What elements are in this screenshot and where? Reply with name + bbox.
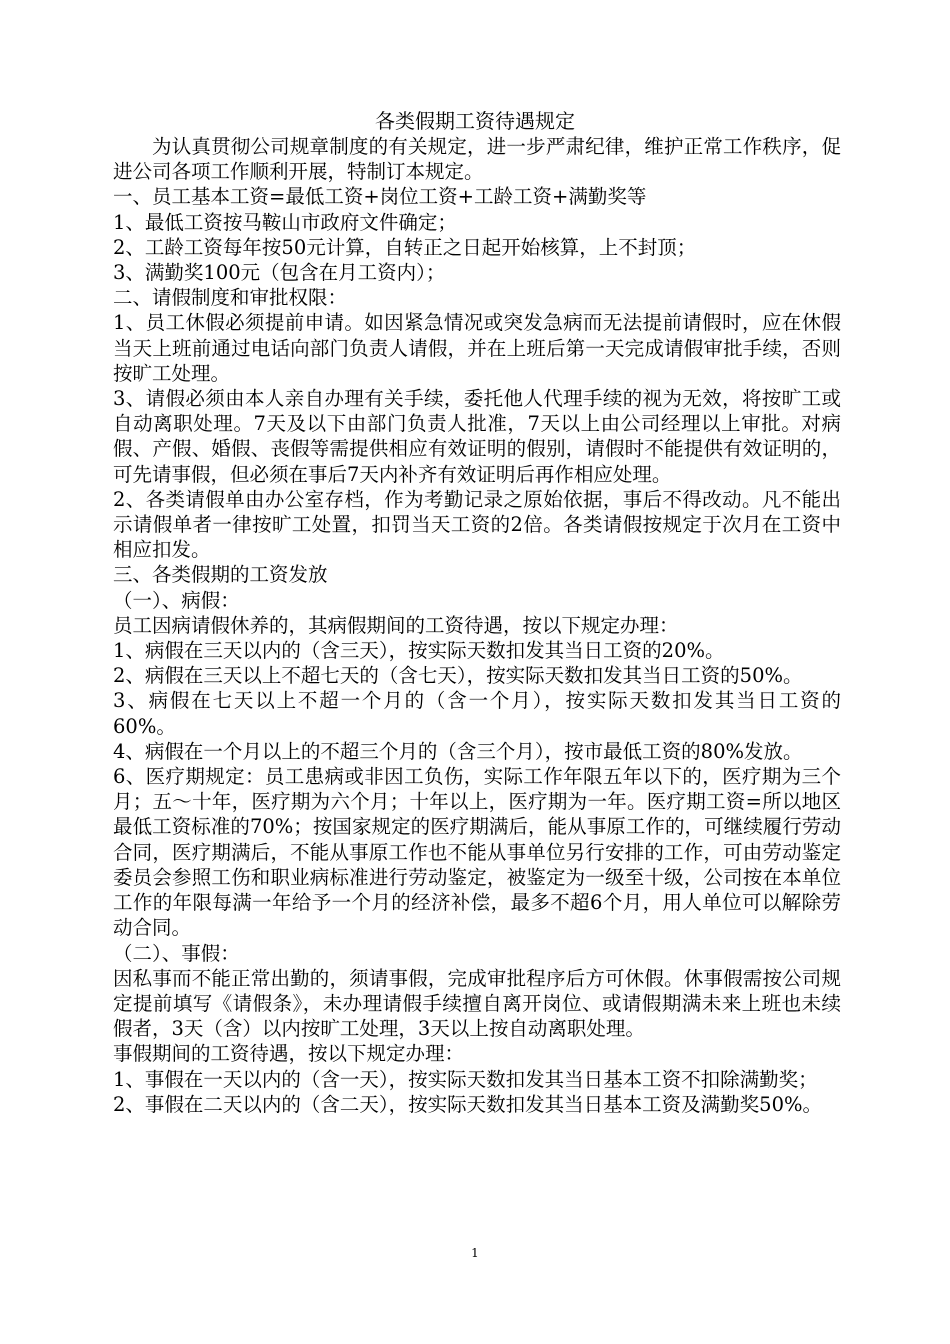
paragraph: 事假期间的工资待遇，按以下规定办理： <box>113 1042 465 1066</box>
list-item: 2、事假在二天以内的（含二天），按实际天数扣发其当日基本工资及满勤奖50%。 <box>113 1092 822 1116</box>
intro-paragraph: 为认真贯彻公司规章制度的有关规定，进一步严肃纪律，维护正常工作秩序，促进公司各项工作顺利开展，特制订本规定。 <box>113 135 841 184</box>
section-heading-basic-wage: 一、员工基本工资=最低工资+岗位工资+工龄工资+满勤奖等 <box>113 185 647 209</box>
list-item: 3、请假必须由本人亲自办理有关手续，委托他人代理手续的视为无效，将按旷工或自动离职处理。7天及以下由部门负责人批准，7天以上由公司经理以上审批。对病假、产假、婚假、丧假等需提供相应有效证明的假别，请假时不能提供有效证明的，可先请事假，但必须在事后7天内补齐有效证明后再作相应处理。 <box>113 387 841 486</box>
list-item: 2、病假在三天以上不超七天的（含七天），按实际天数扣发其当日工资的50%。 <box>113 664 803 688</box>
list-item: 3、病假在七天以上不超一个月的（含一个月），按实际天数扣发其当日工资的60%。 <box>113 689 841 738</box>
paragraph: 因私事而不能正常出勤的，须请事假，完成审批程序后方可休假。休事假需按公司规定提前填写《请假条》，未办理请假手续擅自离开岗位、或请假期满未来上班也未续假者，3天（含）以内按旷工处理，3天以上按自动离职处理。 <box>113 966 841 1041</box>
list-item: 1、员工休假必须提前申请。如因紧急情况或突发急病而无法提前请假时，应在休假当天上班前通过电话向部门负责人请假，并在上班后第一天完成请假审批手续，否则按旷工处理。 <box>113 311 841 385</box>
document-title: 各类假期工资待遇规定 <box>375 109 575 133</box>
subsection-heading-personal-leave: （二）、事假： <box>113 941 240 965</box>
document-body <box>113 134 841 1117</box>
subsection-heading-sick-leave: （一）、病假： <box>113 588 240 612</box>
list-item: 2、工龄工资每年按50元计算，自转正之日起开始核算，上不封顶； <box>113 235 697 259</box>
paragraph: 员工因病请假休养的，其病假期间的工资待遇，按以下规定办理： <box>113 613 679 637</box>
section-heading-leave-approval: 二、请假制度和审批权限： <box>113 286 348 310</box>
page-number: 1 <box>471 1246 479 1260</box>
list-item: 2、各类请假单由办公室存档，作为考勤记录之原始依据，事后不得改动。凡不能出示请假单者一律按旷工处置，扣罚当天工资的2倍。各类请假按规定于次月在工资中相应扣发。 <box>113 487 841 562</box>
list-item: 1、最低工资按马鞍山市政府文件确定； <box>113 210 457 234</box>
list-item: 3、满勤奖100元（包含在月工资内）； <box>113 261 446 285</box>
list-item: 1、病假在三天以内的（含三天），按实际天数扣发其当日工资的20%。 <box>113 639 725 663</box>
list-item: 4、病假在一个月以上的不超三个月的（含三个月），按市最低工资的80%发放。 <box>113 739 803 763</box>
section-heading-leave-pay: 三、各类假期的工资发放 <box>113 563 328 587</box>
list-item: 6、医疗期规定：员工患病或非因工负伤，实际工作年限五年以下的，医疗期为三个月；五～十年，医疗期为六个月；十年以上，医疗期为一年。医疗期工资=所以地区最低工资标准的70%；按国家规定的医疗期满后，能从事原工作的，可继续履行劳动合同，医疗期满后，不能从事原工作也不能从事单位另行安排的工作，可由劳动鉴定委员会参照工伤和职业病标准进行劳动鉴定，被鉴定为一级至十级，公司按在本单位工作的年限每满一年给予一个月的经济补偿，最多不超6个月，用人单位可以解除劳动合同。 <box>113 765 841 940</box>
list-item: 1、事假在一天以内的（含一天），按实际天数扣发其当日基本工资不扣除满勤奖； <box>113 1067 818 1091</box>
